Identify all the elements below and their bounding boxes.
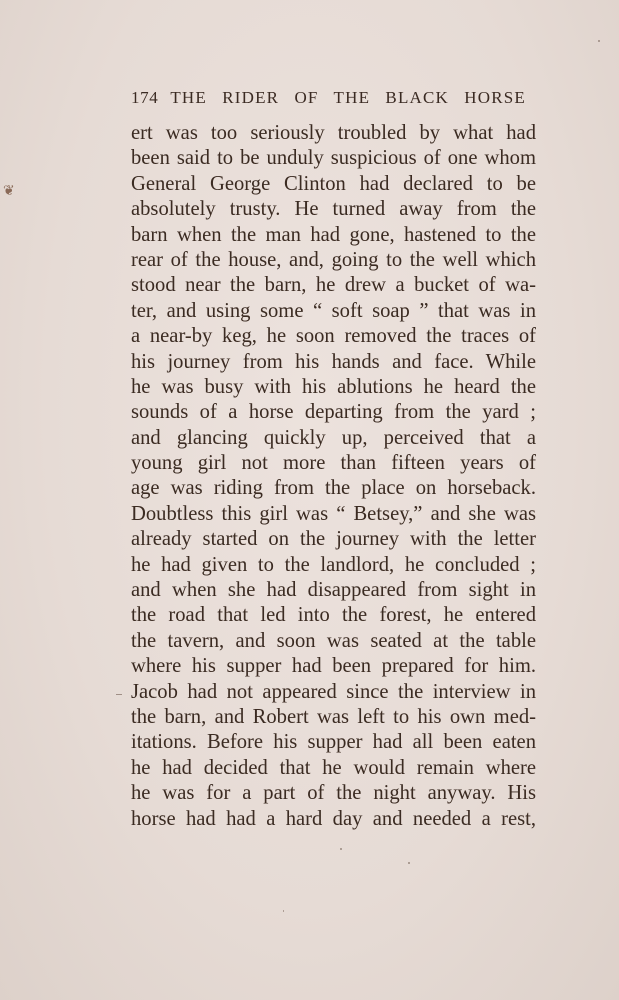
- text-line: absolutely trusty. He turned away from the: [131, 198, 536, 221]
- text-line: already started on the journey with the letter: [131, 528, 536, 551]
- text-line: been said to be unduly suspicious of one whom: [131, 147, 536, 170]
- page-number: 174: [131, 88, 159, 107]
- text-line: he was busy with his ablutions he heard the: [131, 375, 536, 398]
- text-line: Jacob had not appeared since the interview in: [131, 680, 536, 703]
- text-line: and when she had disappeared from sight in: [131, 579, 536, 602]
- text-line: horse had had a hard day and needed a rest,: [131, 807, 536, 830]
- text-line: where his supper had been prepared for him.: [131, 655, 536, 678]
- text-line: barn when the man had gone, hastened to the: [131, 223, 536, 246]
- text-line: a near-by keg, he soon removed the traces of: [131, 325, 536, 348]
- running-head: [131, 88, 526, 108]
- text-line: itations. Before his supper had all been eaten: [131, 731, 536, 754]
- text-line: the road that led into the forest, he entered: [131, 604, 536, 627]
- text-line: the barn, and Robert was left to his own med-: [131, 705, 536, 728]
- text-line: rear of the house, and, going to the well which: [131, 248, 536, 271]
- text-line: Doubtless this girl was “ Betsey,” and she was: [131, 502, 536, 525]
- text-line: his journey from his hands and face. While: [131, 350, 536, 373]
- text-line: the tavern, and soon was seated at the table: [131, 629, 536, 652]
- paper-speck: [340, 848, 342, 850]
- fleuron-icon: ❦: [3, 183, 15, 199]
- text-line: sounds of a horse departing from the yard ;: [131, 401, 536, 424]
- body-text: [131, 121, 536, 832]
- text-line: ert was too seriously troubled by what had: [131, 122, 536, 144]
- text-line: ter, and using some “ soft soap ” that was in: [131, 299, 536, 322]
- text-line: he was for a part of the night anyway. His: [131, 782, 536, 805]
- text-line: he had decided that he would remain where: [131, 756, 536, 779]
- text-line: stood near the barn, he drew a bucket of wa-: [131, 274, 536, 297]
- text-line: General George Clinton had declared to be: [131, 172, 536, 195]
- paper-speck: [283, 910, 284, 912]
- text-line: and glancing quickly up, perceived that a: [131, 426, 536, 449]
- paper-speck: [598, 40, 600, 42]
- paper-speck: [408, 862, 410, 864]
- text-line: he had given to the landlord, he concluded ;: [131, 553, 536, 576]
- running-title: THE RIDER OF THE BLACK HORSE: [170, 88, 526, 107]
- text-line: young girl not more than fifteen years of: [131, 452, 536, 475]
- margin-dash: [116, 694, 122, 695]
- text-line: age was riding from the place on horseback.: [131, 477, 536, 500]
